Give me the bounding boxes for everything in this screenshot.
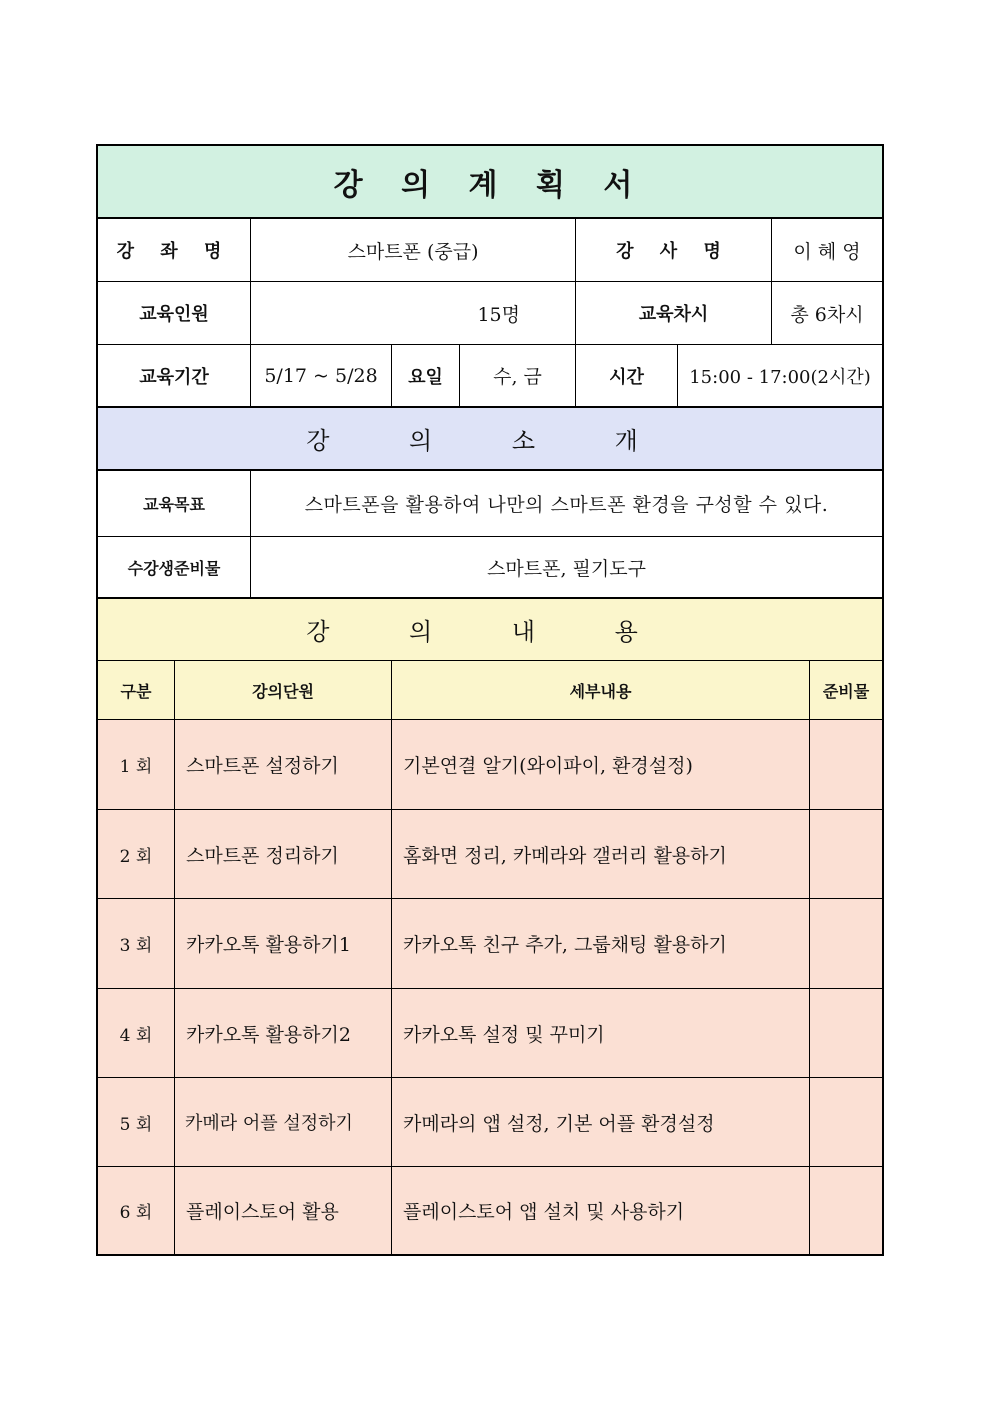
period-value: 5/17 ~ 5/28 — [264, 364, 378, 387]
supplies-value: 스마트폰, 필기도구 — [487, 557, 646, 580]
table-row — [98, 1167, 882, 1254]
session-cell — [98, 720, 175, 809]
session-number: 3 회 — [119, 936, 153, 956]
unit-title: 카메라 어플 설정하기 — [185, 1113, 353, 1134]
course-label: 강 좌 명 — [116, 241, 232, 262]
supplies-cell — [810, 1167, 882, 1254]
period-label-cell — [98, 345, 251, 406]
course-value: 스마트폰 (중급) — [347, 240, 479, 263]
detail-cell — [392, 1078, 810, 1166]
table-row — [98, 989, 882, 1078]
intro-heading: 강 의 소 개 — [306, 427, 674, 455]
course-row — [98, 219, 882, 282]
intro-heading-cell — [98, 408, 882, 469]
capacity-row — [98, 282, 882, 345]
day-label-cell — [392, 345, 460, 406]
unit-cell — [175, 1078, 392, 1166]
unit-cell — [175, 899, 392, 988]
detail-text: 플레이스토어 앱 설치 및 사용하기 — [403, 1201, 685, 1223]
header-unit-label: 강의단원 — [252, 681, 314, 701]
header-detail — [392, 661, 810, 719]
header-supplies-label: 준비물 — [822, 681, 870, 701]
session-number: 4 회 — [119, 1025, 153, 1046]
goal-label-cell — [98, 471, 251, 536]
session-number: 6 회 — [119, 1203, 153, 1223]
detail-cell — [392, 720, 810, 809]
unit-title: 카카오톡 활용하기2 — [186, 1023, 351, 1046]
instructor-label-cell — [576, 219, 772, 281]
goal-value: 스마트폰을 활용하여 나만의 스마트폰 환경을 구성할 수 있다. — [304, 494, 829, 516]
course-value-cell — [251, 219, 576, 281]
session-cell — [98, 989, 175, 1077]
detail-cell — [392, 810, 810, 898]
session-number: 2 회 — [119, 846, 153, 867]
supplies-cell — [810, 899, 882, 988]
goal-value-cell — [251, 471, 882, 536]
goal-label: 교육목표 — [143, 495, 205, 514]
header-session — [98, 661, 175, 719]
supplies-row — [98, 537, 882, 599]
content-header-row — [98, 661, 882, 720]
unit-title: 플레이스토어 활용 — [186, 1201, 339, 1223]
unit-cell — [175, 1167, 392, 1254]
instructor-value-cell — [772, 219, 882, 281]
session-cell — [98, 1167, 175, 1254]
unit-cell — [175, 720, 392, 809]
course-label-cell — [98, 219, 251, 281]
instructor-label: 강 사 명 — [616, 241, 731, 262]
detail-text: 홈화면 정리, 카메라와 갤러리 활용하기 — [403, 844, 727, 867]
content-heading-row — [98, 599, 882, 661]
detail-text: 카카오톡 설정 및 꾸미기 — [403, 1023, 605, 1046]
table-row — [98, 720, 882, 810]
sessions-label: 교육차시 — [638, 304, 709, 325]
detail-text: 기본연결 알기(와이파이, 환경설정) — [403, 755, 693, 777]
detail-text: 카카오톡 친구 추가, 그룹채팅 활용하기 — [403, 934, 727, 956]
period-label: 교육기간 — [139, 366, 209, 388]
capacity-label: 교육인원 — [139, 304, 209, 325]
unit-title: 스마트폰 설정하기 — [186, 755, 339, 777]
header-session-label: 구분 — [120, 681, 152, 701]
title-cell — [98, 146, 882, 217]
page-title: 강 의 계 획 서 — [333, 167, 647, 203]
day-value: 수, 금 — [493, 366, 542, 388]
session-cell — [98, 1078, 175, 1166]
supplies-cell — [810, 810, 882, 898]
unit-title: 스마트폰 정리하기 — [186, 844, 339, 867]
session-number: 5 회 — [119, 1114, 153, 1135]
header-supplies — [810, 661, 882, 719]
supplies-cell — [810, 989, 882, 1077]
time-label: 시간 — [609, 366, 644, 388]
time-value: 15:00 - 17:00(2시간) — [689, 366, 871, 388]
sessions-value: 총 6차시 — [790, 303, 864, 326]
sessions-value-cell — [772, 282, 882, 344]
session-cell — [98, 899, 175, 988]
detail-cell — [392, 989, 810, 1077]
instructor-value: 이 혜 영 — [793, 240, 861, 263]
lesson-plan-table — [96, 144, 884, 1256]
capacity-value: 15명 — [477, 303, 520, 326]
goal-row — [98, 471, 882, 537]
header-detail-label: 세부내용 — [569, 681, 632, 701]
supplies-label-cell — [98, 537, 251, 597]
table-row — [98, 1078, 882, 1167]
time-value-cell — [678, 345, 882, 406]
schedule-info-row — [98, 345, 882, 408]
table-row — [98, 810, 882, 899]
time-label-cell — [576, 345, 678, 406]
sessions-label-cell — [576, 282, 772, 344]
supplies-cell — [810, 720, 882, 809]
content-heading-cell — [98, 599, 882, 660]
supplies-cell — [810, 1078, 882, 1166]
session-cell — [98, 810, 175, 898]
capacity-value-cell — [251, 282, 576, 344]
period-value-cell — [251, 345, 392, 406]
supplies-value-cell — [251, 537, 882, 597]
unit-title: 카카오톡 활용하기1 — [186, 934, 351, 956]
title-row — [98, 146, 882, 219]
session-number: 1 회 — [119, 757, 153, 777]
content-heading: 강 의 내 용 — [306, 618, 674, 646]
supplies-label: 수강생준비물 — [127, 558, 221, 578]
detail-text: 카메라의 앱 설정, 기본 어플 환경설정 — [403, 1112, 715, 1135]
intro-heading-row — [98, 408, 882, 471]
unit-cell — [175, 989, 392, 1077]
unit-cell — [175, 810, 392, 898]
day-label: 요일 — [408, 366, 443, 388]
capacity-label-cell — [98, 282, 251, 344]
day-value-cell — [460, 345, 576, 406]
detail-cell — [392, 899, 810, 988]
table-row — [98, 899, 882, 989]
header-unit — [175, 661, 392, 719]
detail-cell — [392, 1167, 810, 1254]
